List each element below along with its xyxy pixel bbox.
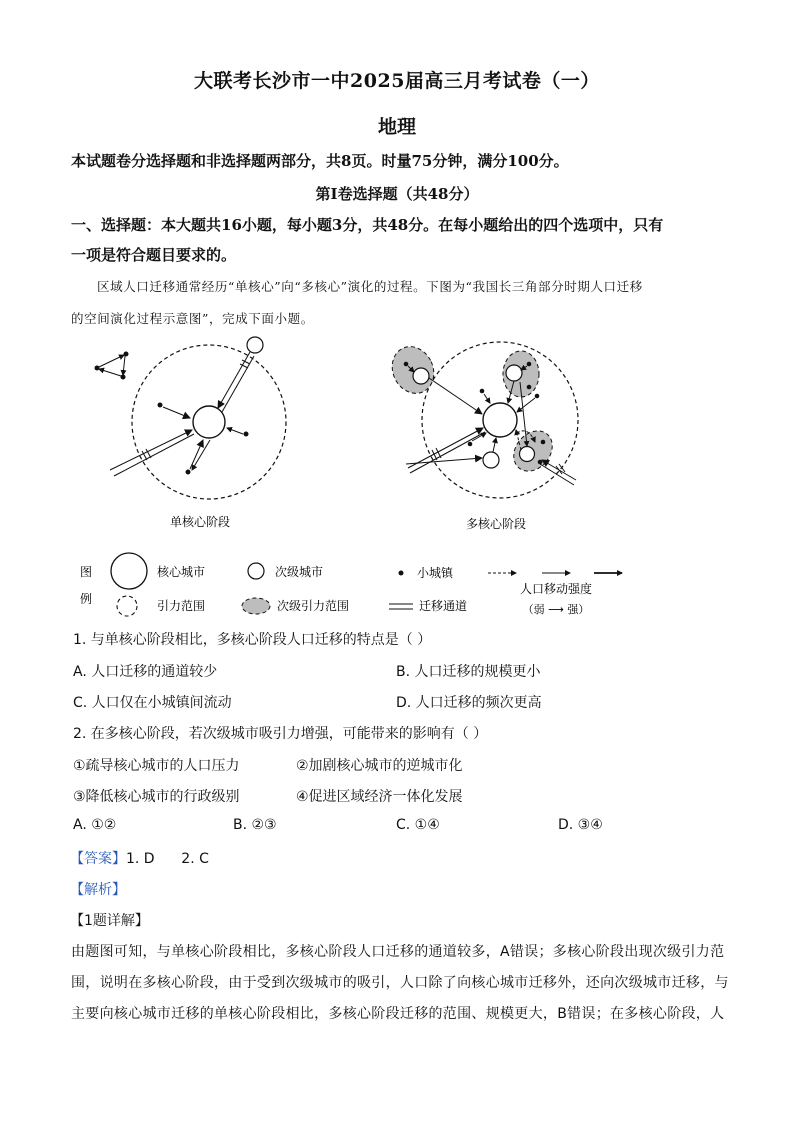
section-title: 第Ⅰ卷选择题（共48分） bbox=[315, 185, 479, 203]
question-2-option-d: D. ③④ bbox=[558, 817, 603, 833]
subject-title: 地理 bbox=[377, 116, 416, 138]
exam-title: 大联考长沙市一中2025届高三月考试卷（一） bbox=[194, 70, 600, 92]
detail-title: 【1题详解】 bbox=[70, 913, 149, 929]
intro-line-2: 的空间演化过程示意图”，完成下面小题。 bbox=[71, 311, 314, 326]
analysis-tag: 【解析】 bbox=[70, 882, 126, 898]
legend-migration-channel: 迁移通道 bbox=[419, 599, 468, 613]
answer-text: 1. D 2. C bbox=[126, 851, 209, 867]
single-core-stage bbox=[95, 337, 287, 499]
intro-line-1: 区域人口迁移通常经历“单核心”向“多核心”演化的过程。下图为“我国长三角部分时期人口迁移 bbox=[97, 279, 643, 294]
question-1-option-d: D. 人口迁移的频次更高 bbox=[396, 695, 542, 711]
legend-gravity-range-symbol bbox=[117, 596, 137, 616]
question-2-statement-1: ①疏导核心城市的人口压力 bbox=[73, 758, 240, 774]
question-2-option-c: C. ①④ bbox=[396, 817, 440, 833]
legend-secondary-city-symbol bbox=[248, 563, 264, 579]
legend-secondary-gravity: 次级引力范围 bbox=[277, 599, 350, 613]
question-1-option-c: C. 人口仅在小城镇间流动 bbox=[73, 695, 232, 711]
caption-single-core: 单核心阶段 bbox=[169, 515, 231, 529]
legend bbox=[80, 553, 622, 616]
analysis-line-2: 围，说明在多核心阶段，由于受到次级城市的吸引，人口除了向核心城市迁移外，还向次级城市迁移，与 bbox=[71, 975, 729, 991]
legend-secondary-city: 次级城市 bbox=[275, 565, 324, 579]
legend-core-city-symbol bbox=[111, 553, 147, 589]
answer-tag: 【答案】 bbox=[70, 851, 126, 867]
legend-tu: 图 bbox=[80, 565, 93, 579]
instructions-line-1: 一、选择题：本大题共16小题，每小题3分，共48分。在每小题给出的四个选项中，只有 bbox=[71, 216, 664, 234]
legend-secondary-gravity-symbol bbox=[242, 598, 270, 614]
secondary-gravity-left bbox=[385, 340, 442, 400]
question-2-stem: 2. 在多核心阶段，若次级城市吸引力增强，可能带来的影响有（ ） bbox=[73, 726, 488, 742]
legend-strength-scale: （弱 ⟶ 强） bbox=[522, 603, 590, 616]
answer-line bbox=[70, 848, 209, 868]
legend-core-city: 核心城市 bbox=[157, 565, 206, 579]
migration-diagram bbox=[80, 330, 720, 625]
analysis-line-3: 主要向核心城市迁移的单核心阶段相比，多核心阶段迁移的范围、规模更大，B错误；在多核心阶段，人 bbox=[71, 1006, 725, 1022]
legend-li: 例 bbox=[80, 592, 93, 606]
question-2-option-a: A. ①② bbox=[73, 817, 117, 833]
secondary-city-circle bbox=[247, 337, 263, 353]
small-town-triangle bbox=[95, 352, 129, 380]
question-1-option-b: B. 人口迁移的规模更小 bbox=[396, 664, 541, 680]
caption-multi-core: 多核心阶段 bbox=[465, 517, 527, 531]
question-2-statement-3: ③降低核心城市的行政级别 bbox=[73, 789, 240, 805]
question-1-option-a: A. 人口迁移的通道较少 bbox=[73, 664, 218, 680]
instructions-line-2: 一项是符合题目要求的。 bbox=[71, 246, 237, 264]
question-2-statement-4: ④促进区域经济一体化发展 bbox=[296, 789, 463, 805]
core-city-circle bbox=[193, 406, 225, 438]
core-city-circle-multi bbox=[483, 403, 517, 437]
question-1-stem: 1. 与单核心阶段相比，多核心阶段人口迁移的特点是（ ） bbox=[73, 632, 432, 648]
question-2-statement-2: ②加剧核心城市的逆城市化 bbox=[296, 758, 463, 774]
analysis-line-1: 由题图可知，与单核心阶段相比，多核心阶段人口迁移的通道较多，A错误；多核心阶段出现次级引力范 bbox=[71, 944, 725, 960]
legend-small-town-symbol bbox=[399, 571, 404, 576]
legend-gravity-range: 引力范围 bbox=[157, 599, 206, 613]
legend-strength-label: 人口移动强度 bbox=[519, 582, 593, 596]
legend-small-town: 小城镇 bbox=[417, 566, 454, 580]
question-2-option-b: B. ②③ bbox=[233, 817, 277, 833]
multi-core-stage bbox=[385, 340, 578, 498]
exam-info: 本试题卷分选择题和非选择题两部分，共8页。时量75分钟，满分100分。 bbox=[71, 152, 569, 170]
